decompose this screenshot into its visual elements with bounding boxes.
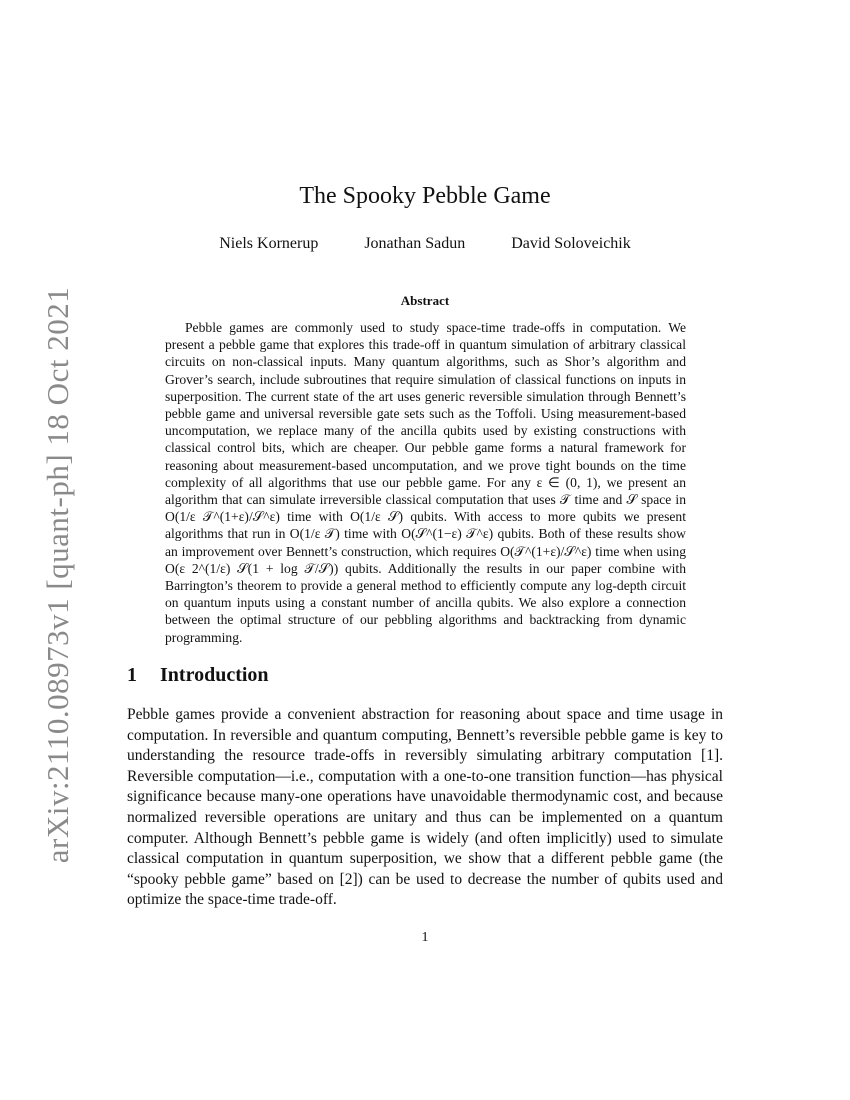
abstract-heading: Abstract — [400, 293, 450, 308]
introduction-text: Pebble games provide a convenient abstraction for reasoning about space and time usage in computation. In reversible and quantum computing, Bennett’s reversible pebble game is key to understanding the resource trade-offs in reversibly simulating arbitrary computation [1]. Reversible computation—i.e., computation with a one-to-one transition function—has physical significance because many-one operations have unavoidable thermodynamic cost, and because normalized reversible operations are unitary and thus can be implemented on a quantum computer. Although Bennett’s pebble game is widely (and often implicitly) used to simulate classical computation in quantum superposition, we show that a different pebble game (the “spooky pebble game” based on [2]) can be used to decrease the number of qubits used and optimize the space-time trade-off. — [127, 706, 723, 909]
page-number: 1 — [421, 930, 429, 945]
paper-title: The Spooky Pebble Game — [299, 183, 551, 209]
author-list — [0, 235, 850, 253]
author-name: Jonathan Sadun — [364, 235, 466, 252]
arxiv-identifier-stamp: arXiv:2110.08973v1 [quant-ph] 18 Oct 2021 — [40, 286, 75, 864]
author-name: David Soloveichik — [511, 235, 631, 252]
section-title: Introduction — [160, 664, 269, 686]
abstract-text: Pebble games are commonly used to study space-time trade-offs in computation. We present a pebble game that explores this trade-off in quantum simulation of arbitrary classical circuits on non-classical inputs. Many quantum algorithms, such as Shor’s algorithm and Grover’s search, include subroutines that require simulation of classical functions on inputs in superposition. The current state of the art uses generic reversible simulation through Bennett’s pebble game and universal reversible gate sets such as the Toffoli. Using measurement-based uncomputation, we replace many of the ancilla qubits used by existing constructions with classical control bits, which are cheaper. Our pebble game forms a natural framework for reasoning about measurement-based uncomputation, and we prove tight bounds on the time complexity of all algorithms that use our pebble game. For any ε ∈ (0, 1), we present an algorithm that can simulate irreversible classical computation that uses 𝒯 time and 𝒮 space in O(1/ε 𝒯^(1+ε)/𝒮^ε) time with O(1/ε 𝒮) qubits. With access to more qubits we present algorithms that run in O(1/ε 𝒯) time with O(𝒮^(1−ε) 𝒯^ε) qubits. Both of these results show an improvement over Bennett’s construction, which requires O(𝒯^(1+ε)/𝒮^ε) time when using O(ε 2^(1/ε) 𝒮(1 + log 𝒯/𝒮)) qubits. Additionally the results in our paper combine with Barrington’s theorem to provide a general method to efficiently compute any log-depth circuit on quantum inputs using a constant number of ancilla qubits. We also explore a connection between the optimal structure of our pebbling algorithms and backtracking from dynamic programming. — [165, 320, 686, 645]
section-number: 1 — [127, 664, 137, 686]
author-name: Niels Kornerup — [219, 235, 319, 252]
section-heading — [127, 664, 269, 687]
